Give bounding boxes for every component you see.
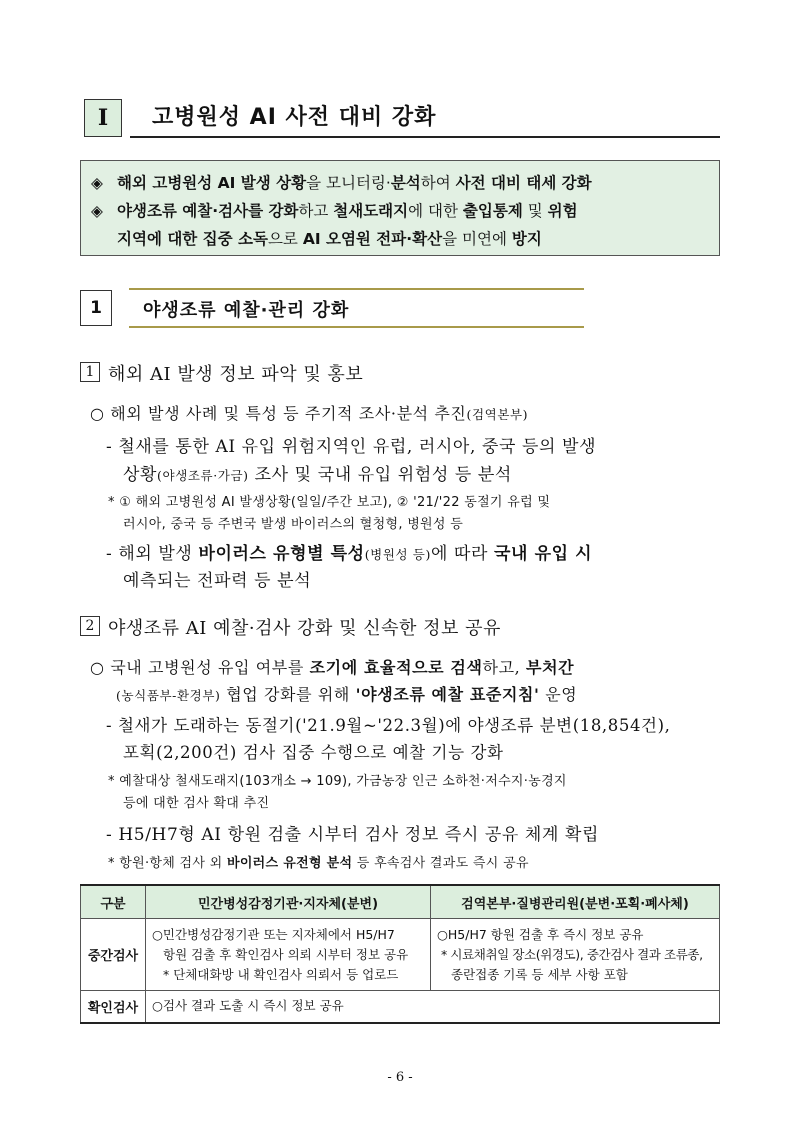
paragraph-1a-line-2: 상황(야생조류·가금) 조사 및 국내 유입 위험성 등 분석 [123,465,512,485]
page-number: - 6 - [387,1070,413,1085]
note-3: * 항원·항체 검사 외 바이러스 유전형 분석 등 후속검사 결과도 즉시 공유 [108,856,529,871]
note-2-line-2: 등에 대한 검사 확대 추진 [123,796,270,811]
summary-line-3: 지역에 대한 집중 소독으로 AI 오염원 전파·확산을 미연에 방지 [117,230,542,248]
table-row-label: 중간검사 [81,919,146,991]
section-title: 고병원성 AI 사전 대비 강화 [152,105,437,130]
table-row [81,991,720,1023]
note-1-line-1: * ① 해외 고병원성 AI 발생상황(일일/주간 보고), ② '21/'22 동절기 유럽 및 [108,495,551,510]
note-1-line-2: 러시아, 중국 등 주변국 발생 바이러스의 혈청형, 병원성 등 [123,517,464,532]
paragraph-2a-line-2: 포획(2,200건) 검사 집중 수행으로 예찰 기능 강화 [123,743,504,762]
paragraph-2-line-2: (농식품부-환경부) 협업 강화를 위해 '야생조류 예찰 표준지침' 운영 [116,685,578,704]
table-cell: ○검사 결과 도출 시 즉시 정보 공유 [146,991,720,1023]
diamond-bullet-icon: ◈ [91,202,103,220]
section-number: Ⅰ [84,99,122,137]
paragraph-1b-line-2: 예측되는 전파력 등 분석 [123,571,312,591]
paragraph-2-line-1: ○ 국내 고병원성 유입 여부를 조기에 효율적으로 검색하고, 부처간 [90,658,575,677]
summary-line-2: ◈ 야생조류 예찰·검사를 강화하고 철새도래지에 대한 출입통제 및 위험 [91,197,709,225]
paragraph-2b: - H5/H7형 AI 항원 검출 시부터 검사 정보 즉시 공유 체계 확립 [106,825,600,845]
subsection-number: 1 [80,290,112,326]
table-cell: ○민간병성감정기관 또는 지자체에서 H5/H7 항원 검출 후 확인검사 의뢰 시부터 정보 공유 * 단체대화방 내 확인검사 의뢰서 등 업로드 [146,919,431,991]
table-header-cell: 민간병성감정기관·지자체(분변) [146,885,431,919]
diamond-bullet-icon: ◈ [91,174,103,192]
table-header-cell: 검역본부·질병관리원(분변·포획·폐사체) [431,885,720,919]
table-cell: ○H5/H7 항원 검출 후 즉시 정보 공유 * 시료채취일 장소(위경도), 중간검사 결과 조류종, 종란접종 기록 등 세부 사항 포함 [431,919,720,991]
paragraph-1: ○ 해외 발생 사례 및 특성 등 주기적 조사·분석 추진(검역본부) [90,404,529,423]
table-row [81,919,720,991]
heading-1-number: 1 [80,362,100,382]
summary-line-1: ◈ 해외 고병원성 AI 발생 상황을 모니터링·분석하여 사전 대비 태세 강화 [91,169,709,197]
note-2-line-1: * 예찰대상 철새도래지(103개소 → 109), 가금농장 인근 소하천·저수지·농경지 [108,774,567,789]
info-sharing-table [80,884,720,1024]
heading-2-number: 2 [80,616,100,636]
paragraph-2a-line-1: - 철새가 도래하는 동절기('21.9월~'22.3월)에 야생조류 분변(18,854건), [106,716,671,735]
subsection-title: 야생조류 예찰·관리 강화 [143,300,350,321]
circle-bullet-icon: ○ [90,404,105,423]
heading-1-title: 해외 AI 발생 정보 파악 및 홍보 [108,364,364,385]
table-header-cell: 구분 [81,885,146,919]
table-row-label: 확인검사 [81,991,146,1023]
circle-bullet-icon: ○ [90,658,105,677]
summary-box [80,160,720,256]
section-title-rule [130,136,720,138]
table-header-row [81,885,720,919]
heading-2-title: 야생조류 AI 예찰·검사 강화 및 신속한 정보 공유 [108,618,501,639]
paragraph-1b-line-1: - 해외 발생 바이러스 유형별 특성(병원성 등)에 따라 국내 유입 시 [106,544,593,564]
paragraph-1a-line-1: - 철새를 통한 AI 유입 위험지역인 유럽, 러시아, 중국 등의 발생 [106,437,597,457]
